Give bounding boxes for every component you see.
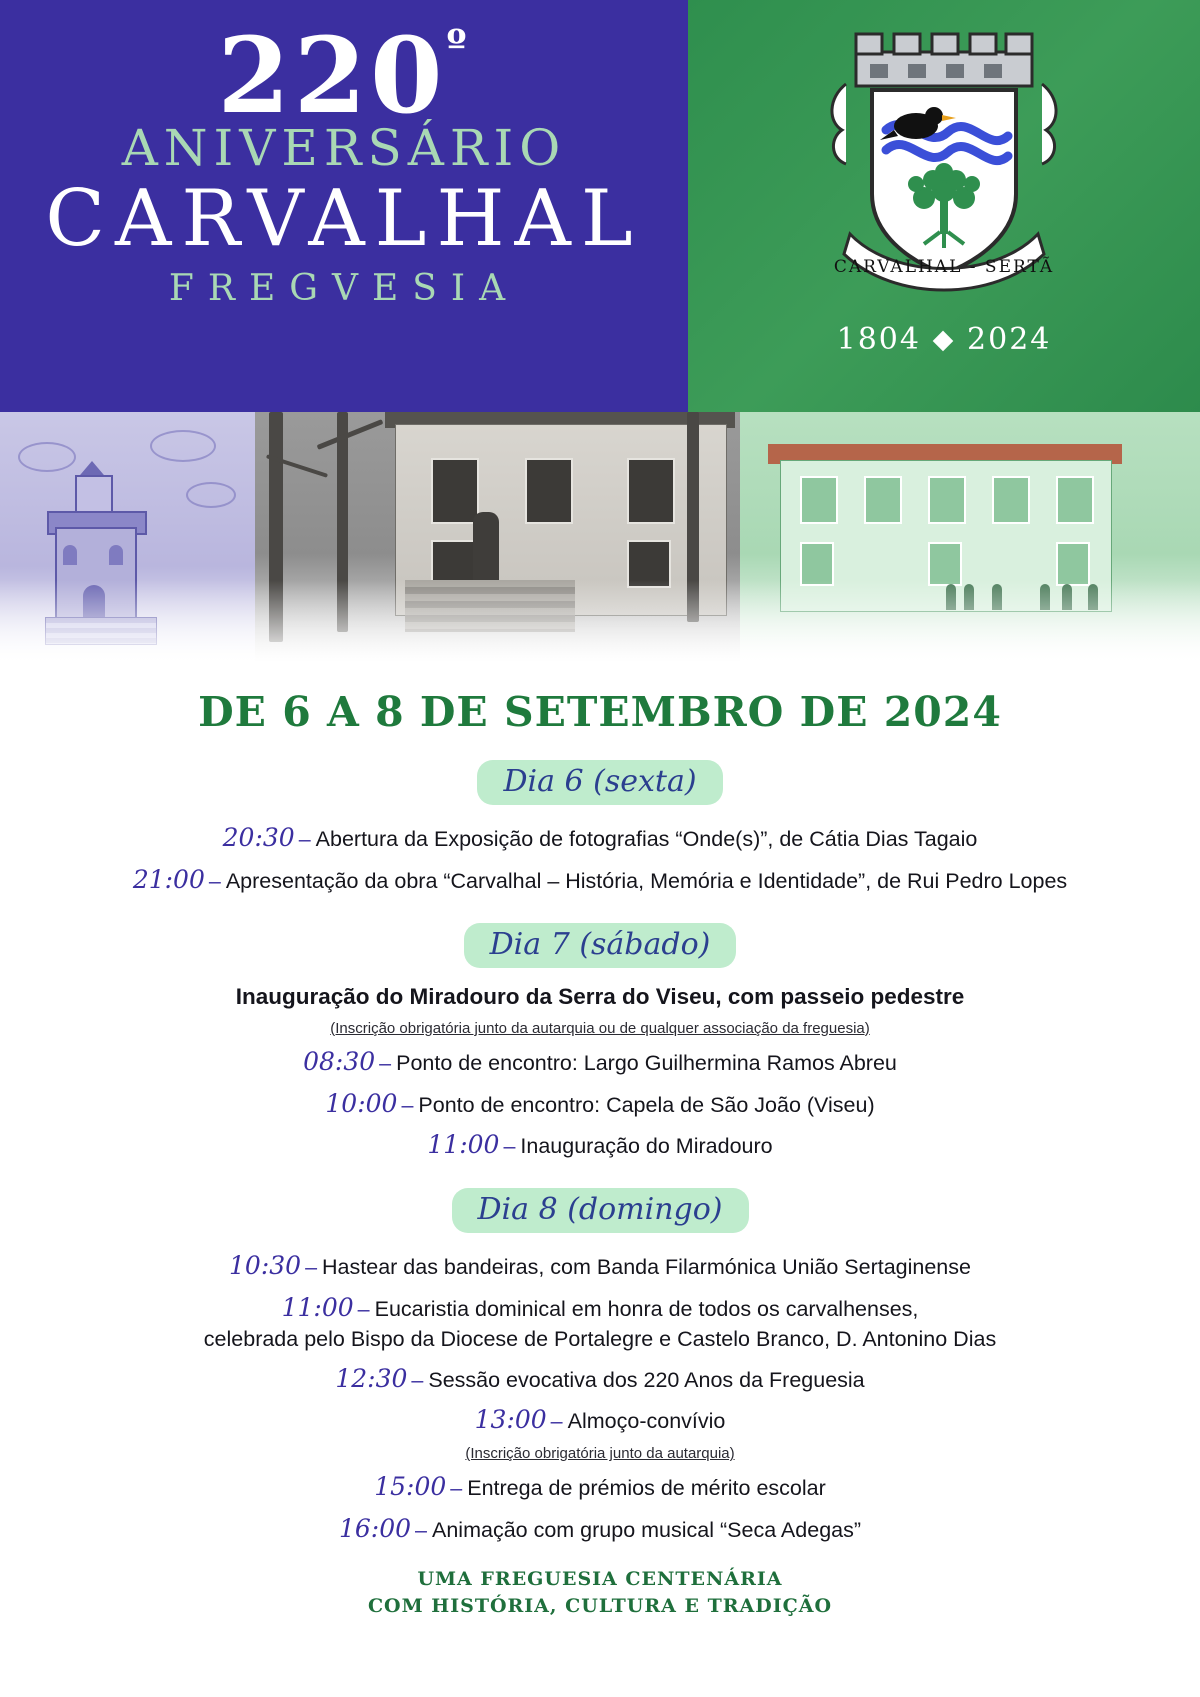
item-time: 11:00	[427, 1130, 500, 1160]
dash-separator: –	[550, 1409, 563, 1434]
item-time: 16:00	[338, 1513, 412, 1543]
day7-registration-note: (Inscrição obrigatória junto da autarquia ou de qualquer associação da freguesia)	[330, 1019, 870, 1037]
program-item	[0, 1128, 1200, 1162]
parish-subtitle: FREGVESIA	[168, 268, 520, 310]
program-item	[0, 1362, 1200, 1396]
crest-motto-text: CARVALHAL - SERTÃ	[833, 257, 1055, 277]
poster-footer	[0, 1566, 1200, 1635]
footer-line-2: COM HISTÓRIA, CULTURA E TRADIÇÃO	[367, 1595, 833, 1618]
program-item	[0, 1403, 1200, 1437]
item-time: 10:00	[325, 1088, 398, 1118]
dash-separator: –	[357, 1296, 370, 1321]
item-text: Eucaristia dominical em honra de todos os carvalhenses,	[374, 1296, 919, 1321]
program-item	[0, 1291, 1200, 1354]
item-text: Ponto de encontro: Capela de São João (Viseu)	[418, 1092, 875, 1117]
day-heading-7: Dia 7 (sábado)	[464, 923, 737, 968]
program-item	[0, 1470, 1200, 1504]
dash-separator: –	[305, 1255, 318, 1280]
item-text: Sessão evocativa dos 220 Anos da Freguesia	[428, 1367, 865, 1392]
photo-village-house	[740, 412, 1200, 670]
dash-separator: –	[208, 868, 221, 893]
day-heading-6: Dia 6 (sexta)	[477, 760, 722, 805]
day-heading-8: Dia 8 (domingo)	[452, 1188, 749, 1233]
photo-chapel-sketch	[0, 412, 255, 670]
photo-historic-building	[255, 412, 740, 670]
item-text: Entrega de prémios de mérito escolar	[467, 1476, 826, 1501]
item-time: 21:00	[132, 864, 205, 894]
dash-separator: –	[415, 1517, 427, 1542]
item-time: 08:30	[303, 1046, 376, 1076]
item-text: Abertura da Exposição de fotografias “Onde(s)”, de Cátia Dias Tagaio	[315, 827, 978, 851]
program-item	[0, 1512, 1200, 1546]
item-time: 13:00	[474, 1405, 547, 1435]
item-text: Hastear das bandeiras, com Banda Filarmónica União Sertaginense	[322, 1255, 971, 1280]
dash-separator: –	[450, 1476, 463, 1501]
parish-name: CARVALHAL	[45, 173, 643, 264]
title-block	[0, 14, 688, 310]
title-panel	[0, 0, 688, 412]
program-dates-title: DE 6 A 8 DE SETEMBRO DE 2024	[198, 688, 1002, 736]
photo-strip	[0, 412, 1200, 670]
item-text: Almoço-convívio	[567, 1409, 726, 1434]
program-item	[0, 863, 1200, 897]
ordinal-mark: º	[446, 21, 471, 69]
item-text: Ponto de encontro: Largo Guilhermina Ramos Abreu	[396, 1050, 897, 1075]
day7-heading-text: Inauguração do Miradouro da Serra do Viseu, com passeio pedestre	[235, 983, 965, 1009]
crest-panel	[688, 0, 1200, 412]
item-text: Inauguração do Miradouro	[520, 1134, 773, 1159]
dash-separator: –	[503, 1134, 516, 1159]
item-text-line2: celebrada pelo Bispo da Diocese de Portalegre e Castelo Branco, D. Antonino Dias	[203, 1326, 997, 1351]
anniversary-word: ANIVERSÁRIO	[121, 119, 567, 177]
program-item	[0, 1249, 1200, 1283]
program-item	[0, 821, 1200, 855]
dash-separator: –	[379, 1050, 392, 1075]
dash-separator: –	[411, 1367, 424, 1392]
dash-separator: –	[298, 827, 311, 851]
item-time: 10:30	[229, 1251, 302, 1281]
anniversary-number-value: 220	[217, 14, 447, 137]
lunch-registration-note: (Inscrição obrigatória junto da autarquia)	[465, 1445, 735, 1463]
dash-separator: –	[401, 1092, 414, 1117]
program-item	[0, 1087, 1200, 1121]
footer-line-1: UMA FREGUESIA CENTENÁRIA	[417, 1567, 783, 1590]
crest-years: 1804 ⬥ 2024	[836, 322, 1052, 357]
program-section	[0, 670, 1200, 1635]
coat-of-arms-icon	[688, 18, 1200, 323]
item-time: 15:00	[374, 1472, 447, 1502]
poster-header	[0, 0, 1200, 412]
item-text: Animação com grupo musical “Seca Adegas”	[432, 1517, 862, 1542]
anniversary-number	[217, 14, 471, 137]
item-text: Apresentação da obra “Carvalhal – História, Memória e Identidade”, de Rui Pedro Lopes	[225, 868, 1068, 893]
item-time: 20:30	[222, 823, 295, 852]
item-time: 11:00	[281, 1292, 354, 1322]
item-time: 12:30	[335, 1363, 408, 1393]
program-item	[0, 1045, 1200, 1079]
